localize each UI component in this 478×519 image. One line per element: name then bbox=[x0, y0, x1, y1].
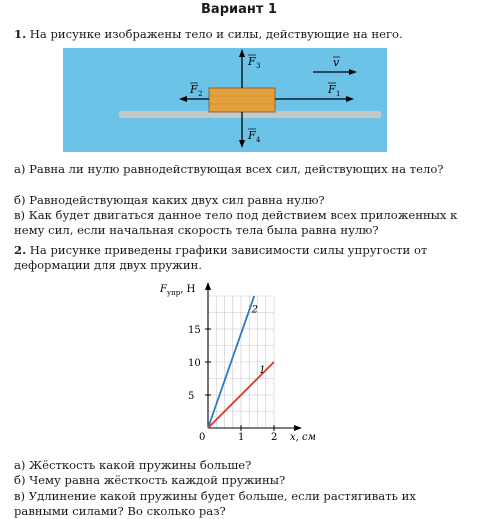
y-axis-arrow bbox=[205, 282, 211, 290]
chart-grid bbox=[208, 296, 274, 428]
svg-text:1: 1 bbox=[336, 90, 341, 98]
y-tick-label: 15 bbox=[188, 325, 201, 336]
task1-number: 1. bbox=[14, 27, 27, 41]
task2-number: 2. bbox=[14, 243, 27, 257]
body-block bbox=[209, 88, 275, 112]
y-tick-label: 5 bbox=[188, 391, 195, 402]
forces-figure bbox=[63, 48, 387, 152]
x-tick-label: 1 bbox=[238, 432, 245, 443]
task2-statement bbox=[14, 243, 464, 273]
x-axis-arrow bbox=[294, 425, 302, 431]
spring-chart bbox=[150, 280, 330, 445]
x-axis-label: x, см bbox=[290, 432, 316, 443]
task1-question-b: б) Равнодействующая каких двух сил равна нулю? bbox=[14, 193, 325, 207]
svg-text:v: v bbox=[333, 56, 340, 69]
task1-question-c: в) Как будет двигаться данное тело под действием всех приложенных к нему сил, если начальная скорость тела была равна нулю? bbox=[14, 208, 458, 237]
label-v bbox=[333, 56, 340, 69]
task2-question-b: б) Чему равна жёсткость каждой пружины? bbox=[14, 473, 286, 487]
task1-text: На рисунке изображены тело и силы, действующие на него. bbox=[29, 27, 403, 41]
svg-text:4: 4 bbox=[256, 136, 261, 144]
svg-text:3: 3 bbox=[256, 62, 261, 70]
variant-title: Вариант 1 bbox=[201, 2, 277, 17]
task2-question-a: а) Жёсткость какой пружины больше? bbox=[14, 458, 252, 472]
task2-question-c: в) Удлинение какой пружины будет больше, если растягивать их равными силами? Во сколько раз? bbox=[14, 489, 416, 518]
svg-text:F: F bbox=[328, 83, 336, 96]
chart-labels bbox=[159, 284, 316, 443]
y-tick-label: 10 bbox=[188, 358, 201, 369]
svg-text:F: F bbox=[248, 55, 256, 68]
task1-statement bbox=[14, 27, 464, 42]
y-axis-label: $F_{упр}$, Н bbox=[160, 284, 196, 297]
series-label-1: 1 bbox=[259, 365, 266, 377]
x-tick-label: 2 bbox=[271, 432, 278, 443]
series-label-2: 2 bbox=[251, 304, 258, 316]
svg-text:2: 2 bbox=[198, 90, 203, 98]
svg-text:F: F bbox=[248, 129, 256, 142]
x-tick-label: 0 bbox=[199, 432, 206, 443]
task2-text: На рисунке приведены графики зависимости силы упругости от деформации для двух пружин. bbox=[14, 243, 428, 272]
task1-question-a: а) Равна ли нулю равнодействующая всех сил, действующих на тело? bbox=[14, 162, 444, 176]
svg-text:F: F bbox=[190, 83, 198, 96]
